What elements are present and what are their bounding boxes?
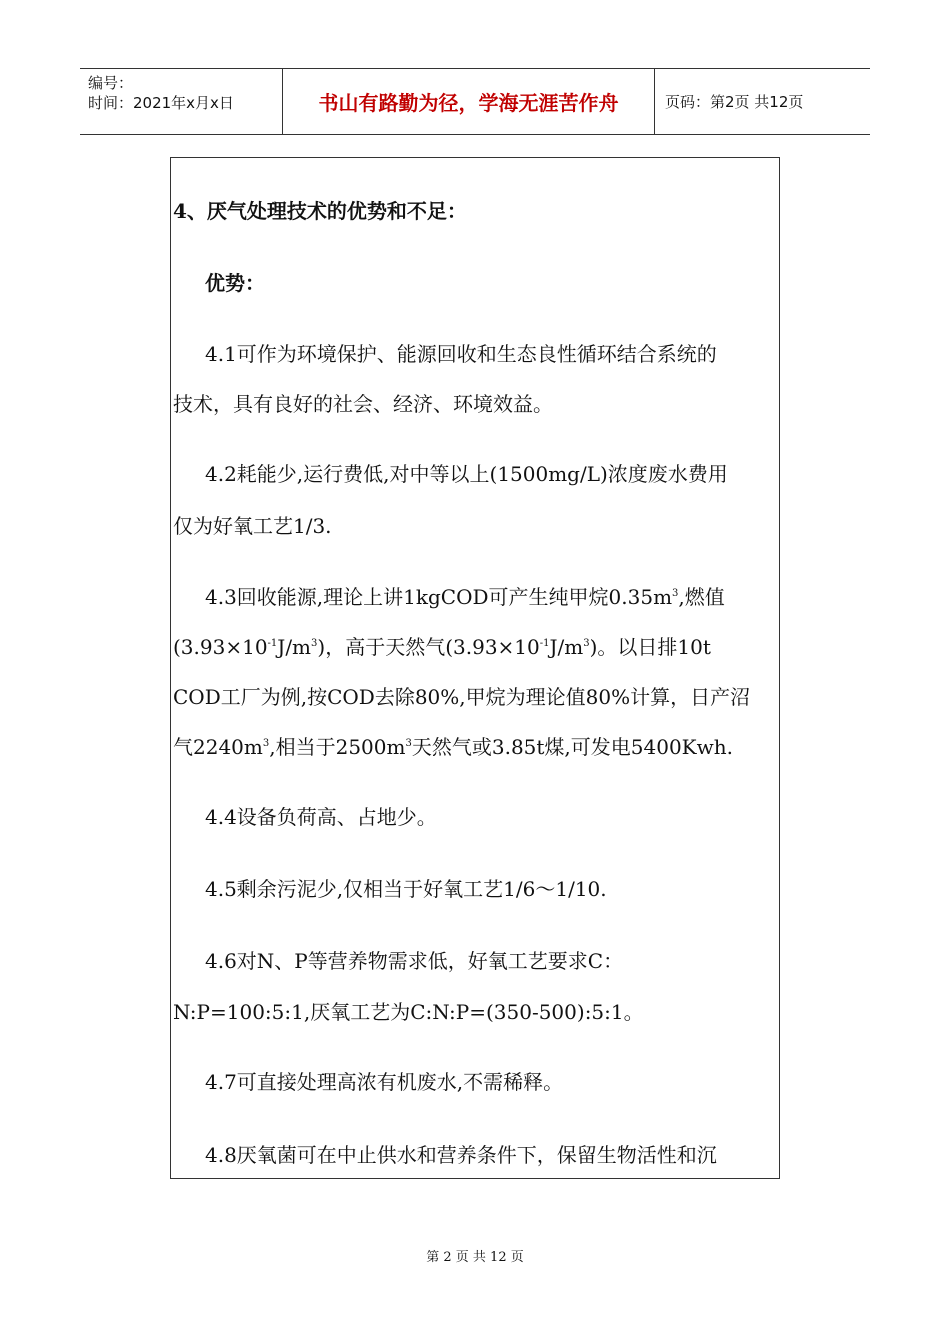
document-date-label: 时间：2021年x月x日 [88, 94, 234, 112]
content-frame [170, 157, 780, 1179]
paragraph-4-1-line-1: 4.1可作为环境保护、能源回收和生态良性循环结合系统的 [205, 342, 717, 366]
paragraph-4-3-line-3: COD工厂为例,按COD去除80%,甲烷为理论值80%计算，日产沼 [173, 685, 751, 709]
page-header [80, 68, 870, 135]
paragraph-4-2-line-1: 4.2耗能少,运行费低,对中等以上(1500mg/L)浓度废水费用 [205, 462, 728, 486]
section-heading: 4、厌气处理技术的优势和不足： [173, 199, 467, 223]
advantages-subheading: 优势： [205, 271, 265, 295]
paragraph-4-7: 4.7可直接处理高浓有机废水,不需稀释。 [205, 1070, 564, 1094]
paragraph-4-3-line-1: 4.3回收能源,理论上讲1kgCOD可产生纯甲烷$0.35m^3$,燃值 [205, 585, 725, 609]
page-footer: 第 2 页 共 12 页 [426, 1250, 524, 1265]
paragraph-4-6-line-2: N:P=100:5:1,厌氧工艺为C:N:P=(350-500):5:1。 [173, 1000, 644, 1024]
header-motto: 书山有路勤为径，学海无涯苦作舟 [282, 69, 655, 134]
paragraph-4-2-line-2: 仅为好氧工艺1/3. [173, 514, 332, 538]
header-page-label: 页码：第2页 共12页 [665, 93, 804, 111]
paragraph-4-1-line-2: 技术，具有良好的社会、经济、环境效益。 [173, 392, 553, 416]
paragraph-4-8-line-1: 4.8厌氧菌可在中止供水和营养条件下，保留生物活性和沉 [205, 1143, 717, 1167]
document-number-label: 编号： [88, 74, 134, 92]
paragraph-4-3-line-4: 气$2240m^3$,相当于$2500m^3$天然气或3.85t煤,可发电5400Kwh. [173, 735, 733, 759]
paragraph-4-6-line-1: 4.6对N、P等营养物需求低，好氧工艺要求C： [205, 949, 624, 973]
paragraph-4-4: 4.4设备负荷高、占地少。 [205, 805, 437, 829]
paragraph-4-5: 4.5剩余污泥少,仅相当于好氧工艺1/6～1/10. [205, 877, 607, 901]
header-meta [80, 69, 282, 134]
paragraph-4-3-line-2: $(3.93\times 10^{-1}J/m^3)$，高于天然气$(3.93\times 10^{-1}J/m^3)$。以日排10t [173, 635, 711, 659]
